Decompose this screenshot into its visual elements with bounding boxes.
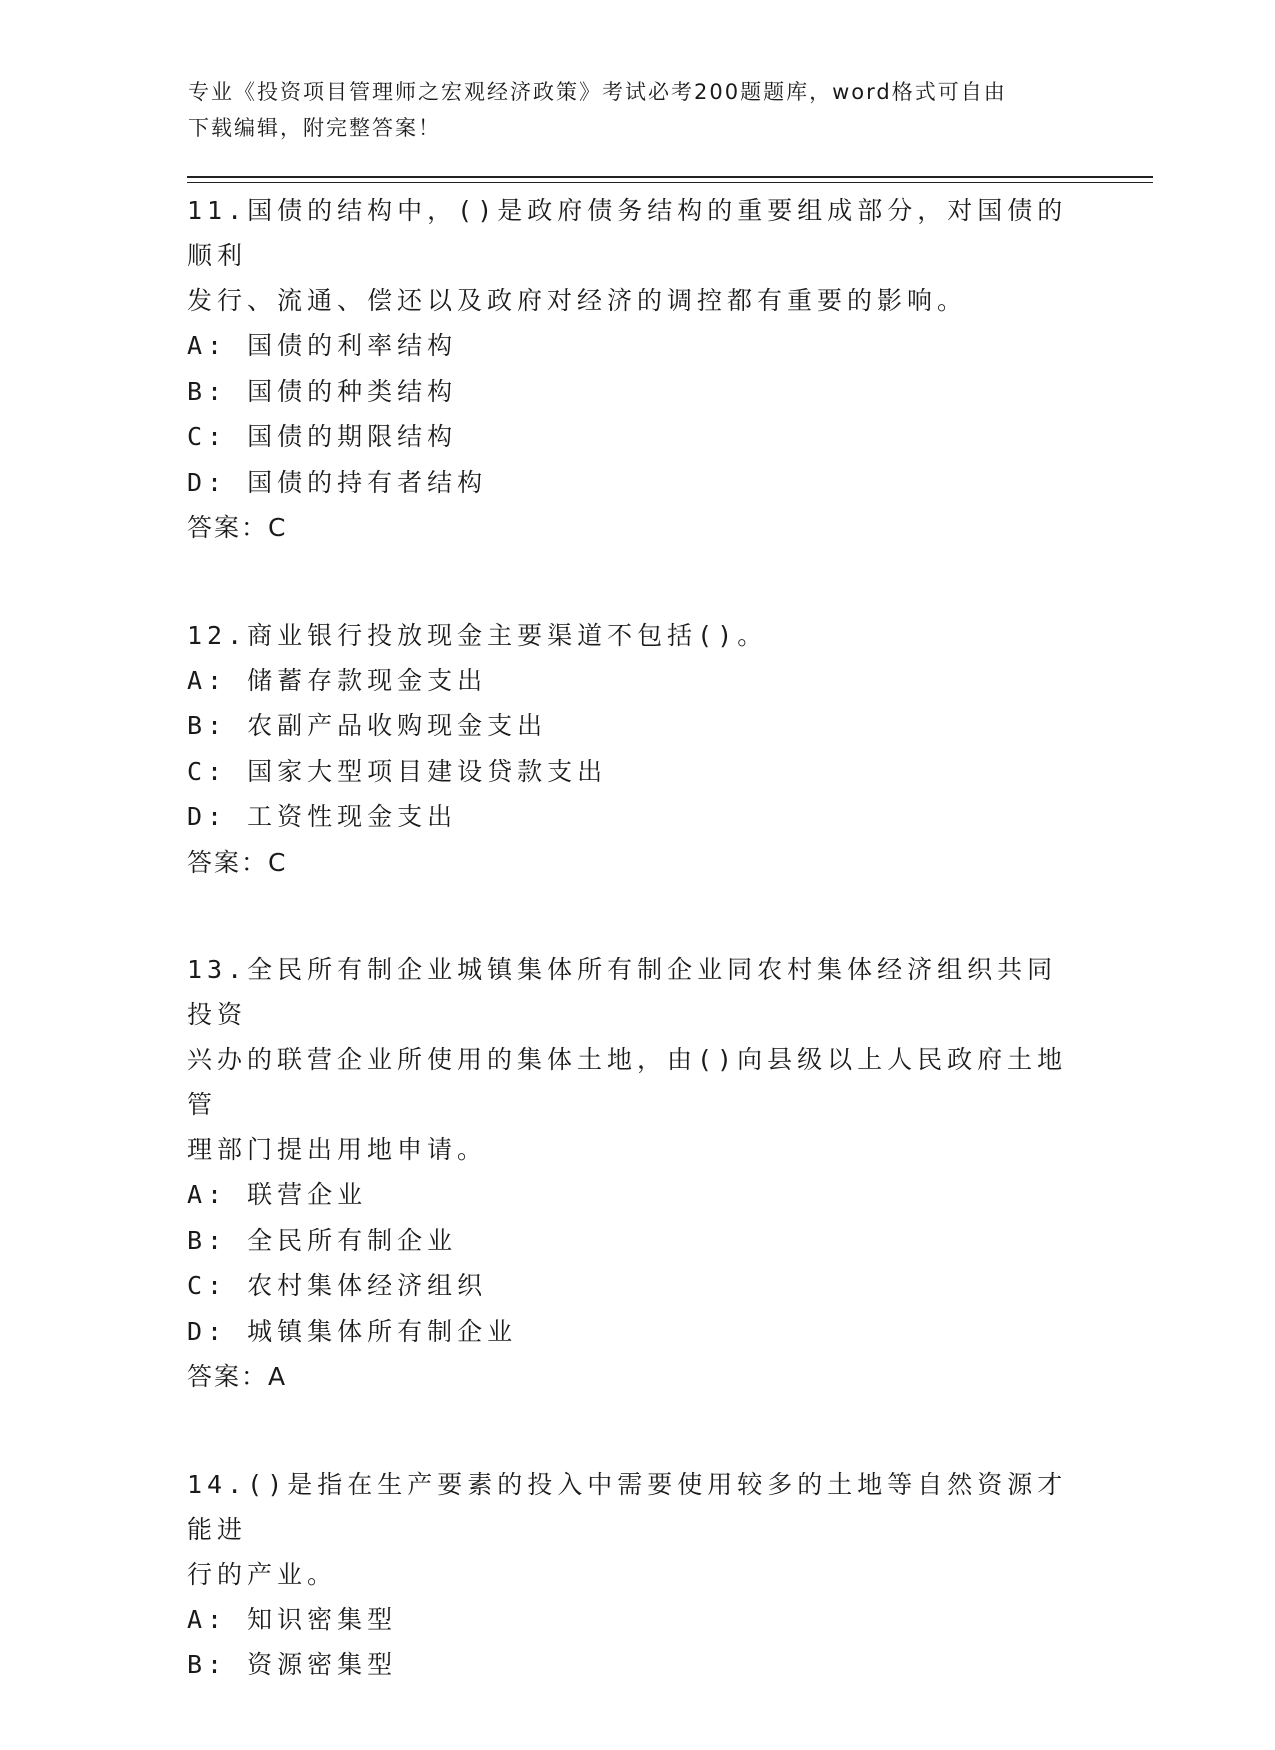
option-a: A: 知识密集型 (187, 1604, 398, 1634)
question-12 (187, 613, 1087, 886)
option-c: C: 国家大型项目建设贷款支出 (187, 756, 608, 786)
answer: 答案：A (187, 1362, 288, 1391)
answer: 答案：C (187, 513, 288, 542)
option-a: A: 联营企业 (187, 1180, 368, 1209)
option-c: C: 农村集体经济组织 (187, 1271, 488, 1300)
question-text-line: 14.()是指在生产要素的投入中需要使用较多的土地等自然资源才能进 (187, 1469, 1068, 1544)
document-header (188, 74, 1068, 146)
question-11 (187, 188, 1087, 551)
option-d: D: 国债的持有者结构 (187, 467, 488, 497)
option-a: A: 储蓄存款现金支出 (187, 665, 488, 695)
option-c: C: 国债的期限结构 (187, 422, 458, 451)
header-line-2: 下载编辑，附完整答案！ (188, 116, 441, 140)
option-b: B: 农副产品收购现金支出 (187, 711, 548, 740)
answer: 答案：C (187, 847, 288, 877)
option-b: B: 国债的种类结构 (187, 376, 458, 406)
question-14 (187, 1462, 1087, 1688)
question-text-line: 行的产业。 (187, 1559, 338, 1589)
question-text-line: 兴办的联营企业所使用的集体土地，由()向县级以上人民政府土地管 (187, 1045, 1068, 1119)
question-text-line: 发行、流通、偿还以及政府对经济的调控都有重要的影响。 (187, 286, 968, 315)
question-13 (187, 947, 1087, 1400)
option-b: B: 资源密集型 (187, 1650, 398, 1679)
header-divider-thin (187, 182, 1153, 183)
question-text-line: 理部门提出用地申请。 (187, 1135, 488, 1164)
question-text-line: 13.全民所有制企业城镇集体所有制企业同农村集体经济组织共同投资 (187, 955, 1058, 1029)
question-text (187, 947, 1087, 1172)
question-text-line: 11.国债的结构中，()是政府债务结构的重要组成部分，对国债的顺利 (187, 196, 1068, 270)
question-text-line: 12.商业银行投放现金主要渠道不包括()。 (187, 620, 768, 650)
question-text (187, 613, 1087, 658)
question-list (187, 188, 1087, 1750)
header-divider-thick (187, 176, 1153, 178)
option-d: D: 城镇集体所有制企业 (187, 1316, 518, 1346)
option-b: B: 全民所有制企业 (187, 1225, 458, 1255)
option-d: D: 工资性现金支出 (187, 802, 458, 831)
header-line-1: 专业《投资项目管理师之宏观经济政策》考试必考200题题库，word格式可自由 (188, 80, 1007, 104)
question-text (187, 1462, 1087, 1597)
option-a: A: 国债的利率结构 (187, 331, 458, 360)
question-text (187, 188, 1087, 323)
